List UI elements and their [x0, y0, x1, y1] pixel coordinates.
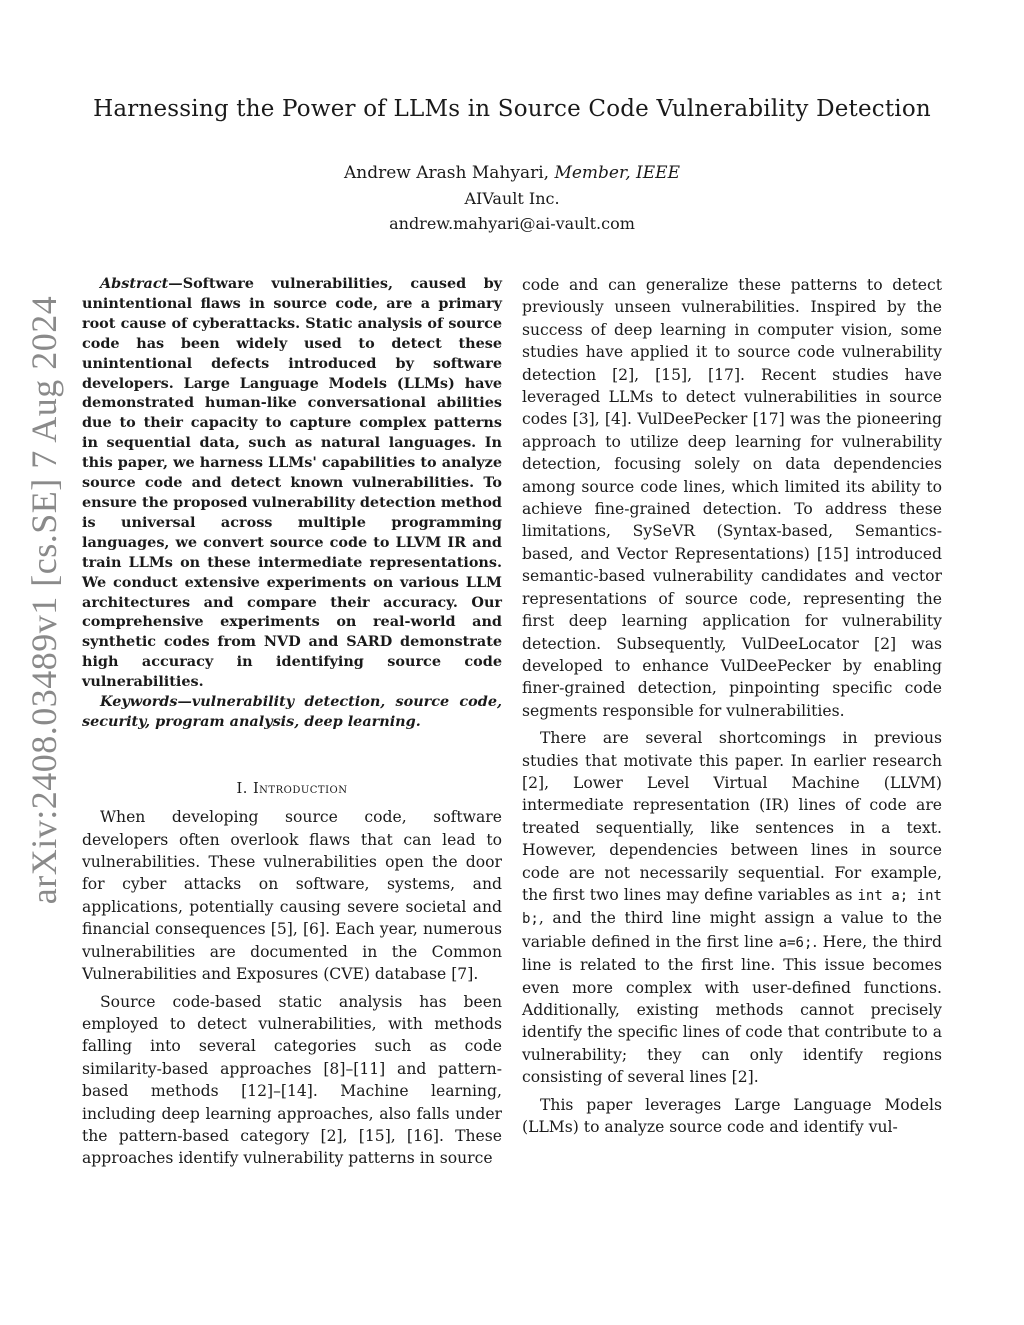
right-column: [522, 274, 942, 1143]
code-snippet-assign: a=6;: [778, 934, 813, 951]
intro-paragraph-1: When developing source code, software developers often overlook flaws that can lead to vulnerabilities. These vulnerabilities open the door for cyber attacks on software, systems, and applications, potentially causing severe societal and financial consequences [5], [6]. Each year, numerous vulnerabilities are documented in the Common Vulnerabilities and Exposures (CVE) database [7].: [82, 808, 502, 984]
section-title: Introduction: [252, 780, 348, 797]
author-affiliation: AIVault Inc.: [464, 189, 560, 208]
intro-paragraph-4: This paper leverages Large Language Models (LLMs) to analyze source code and identify vul-: [522, 1095, 942, 1137]
abstract-text: —Software vulnerabilities, caused by unintentional flaws in source code, are a primary root cause of cyberattacks. Static analysis of source code has been widely used to detect these unintentional defects introduced by software developers. Large Language Models (LLMs) have demonstrated human-like conversational abilities due to their capacity to capture complex patterns in sequential data, such as natural languages. In this paper, we harness LLMs' capabilities to analyze source code and detect known vulnerabilities. To ensure the proposed vulnerability detection method is universal across multiple programming languages, we convert source code to LLVM IR and train LLMs on these intermediate representations. We conduct extensive experiments on various LLM architectures and compare their accuracy. Our comprehensive experiments on real-world and synthetic codes from NVD and SARD demonstrate high accuracy in identifying source code vulnerabilities.: [82, 275, 502, 691]
author-email: andrew.mahyari@ai-vault.com: [389, 214, 635, 233]
abstract: [82, 274, 502, 692]
intro-paragraph-3: [522, 727, 942, 1089]
keywords: Keywords—vulnerability detection, source code, security, program analysis, deep learning.: [82, 693, 502, 730]
section-heading: [82, 778, 502, 800]
p3-text-a: There are several shortcomings in previous studies that motivate this paper. In earlier research [2], Lower Level Virtual Machine (LLVM) intermediate representation (IR) lines of code are treated sequentially, like sentences in a text. However, dependencies between lines in source code are not necessarily sequential. For example, the first two lines may define variables as: [522, 729, 942, 904]
author-block: [0, 161, 1024, 236]
p3-text-c: . Here, the third line is related to the first line. This issue becomes even more complex with user-defined functions. Additionally, existing methods cannot precisely identify the specific lines of code that contribute to a vulnerability; they can only identify regions consisting of several lines [2].: [522, 932, 942, 1087]
intro-paragraph-2: Source code-based static analysis has been employed to detect vulnerabilities, with methods falling into several categories such as code similarity-based approaches [8]–[11] and pattern-based methods [12]–[14]. Machine learning, including deep learning approaches, also falls under the pattern-based category [2], [15], [16]. These approaches identify vulnerability patterns in source: [82, 992, 502, 1168]
author-name: Andrew Arash Mahyari,: [343, 163, 550, 183]
section-number: I.: [236, 780, 248, 797]
p3-text-b: , and the third line might assign a value to the variable defined in the first line: [522, 909, 942, 951]
code-snippet-declare: int a; int b;: [522, 887, 942, 928]
paper-title: Harnessing the Power of LLMs in Source Code Vulnerability Detection: [93, 96, 931, 122]
abstract-label: Abstract: [100, 275, 169, 292]
author-membership: Member, IEEE: [554, 163, 680, 183]
intro-paragraph-2-continued: code and can generalize these patterns to detect previously unseen vulnerabilities. Inspired by the success of deep learning in computer vision, some studies have applied it to source code vulnerability detection [2], [15], [17]. Recent studies have leveraged LLMs to detect vulnerabilities in source codes [3], [4]. VulDeePecker [17] was the pioneering approach to utilize deep learning for vulnerability detection, focusing solely on data dependencies among source code lines, which limited its ability to achieve fine-grained detection. To address these limitations, SySeVR (Syntax-based, Semantics-based, and Vector Representations) [15] introduced semantic-based vulnerability candidates and vector representations of source code, representing the first deep learning application for vulnerability detection. Subsequently, VulDeeLocator [2] was developed to enhance VulDeePecker by enabling finer-grained detection, pinpointing specific code segments responsible for vulnerabilities.: [522, 276, 942, 720]
author-line: [0, 161, 1024, 186]
left-column: [82, 274, 502, 1175]
arxiv-stamp-text: arXiv:2408.03489v1 [cs.SE] 7 Aug 2024: [24, 295, 64, 905]
